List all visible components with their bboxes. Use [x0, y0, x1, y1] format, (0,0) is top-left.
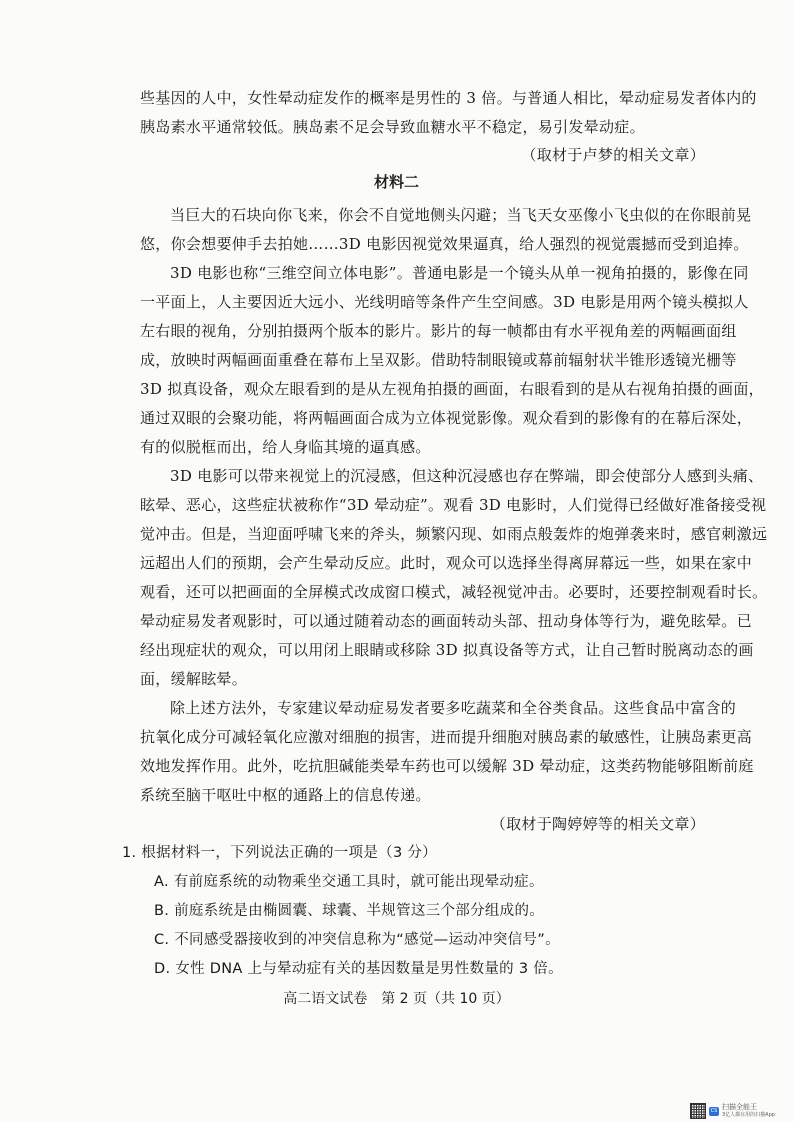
paragraph-line: 3D 拟真设备，观众左眼看到的是从左视角拍摄的画面，右眼看到的是从右视角拍摄的画面， [140, 380, 764, 398]
paragraph-line: 除上述方法外，专家建议晕动症易发者要多吃蔬菜和全谷类食品。这些食品中富含的 [170, 699, 737, 717]
paragraph-line: 远超出人们的预期，会产生晕动反应。此时，观众可以选择坐得离屏幕远一些，如果在家中 [140, 554, 753, 572]
option-a: A. 有前庭系统的动物乘坐交通工具时，就可能出现晕动症。 [154, 874, 544, 890]
paragraph-line: 通过双眼的会聚功能，将两幅画面合成为立体视觉影像。观众看到的影像有的在幕后深处， [140, 409, 753, 427]
question-stem: 1. 根据材料一，下列说法正确的一项是（3 分） [122, 845, 437, 861]
option-d: D. 女性 DNA 上与晕动症有关的基因数量是男性数量的 3 倍。 [154, 961, 563, 977]
paragraph-line: 成，放映时两幅画面重叠在幕布上呈双影。借助特制眼镜或幕前辐射状半锥形透镜光栅等 [140, 351, 737, 369]
paragraph-line: 眩晕、恶心，这些症状被称作“3D 晕动症”。观看 3D 电影时，人们觉得已经做好准备接受视 [140, 496, 767, 514]
material1-source: （取材于卢梦的相关文章） [521, 146, 705, 164]
paragraph-line: 一平面上，人主要因近大远小、光线明暗等条件产生空间感。3D 电影是用两个镜头模拟人 [140, 293, 749, 311]
paragraph-line: 悠，你会想要伸手去拍她……3D 电影因视觉效果逼真，给人强烈的视觉震撼而受到追捧。 [140, 235, 749, 253]
paragraph-line: 面，缓解眩晕。 [140, 670, 248, 688]
material1-line: 些基因的人中，女性晕动症发作的概率是男性的 3 倍。与普通人相比，晕动症易发者体内的 [140, 89, 757, 107]
paragraph-line: 觉冲击。但是，当迎面呼啸飞来的斧头，频繁闪现、如雨点般轰炸的炮弹袭来时，感官刺激远 [140, 525, 768, 543]
paragraph-line: 有的似脱框而出，给人身临其境的逼真感。 [140, 438, 431, 456]
option-b: B. 前庭系统是由椭圆囊、球囊、半规管这三个部分组成的。 [154, 903, 545, 919]
scanner-tagline: 3亿人都在用的扫描App [722, 1112, 775, 1118]
material1-line: 胰岛素水平通常较低。胰岛素不足会导致血糖水平不稳定，易引发晕动症。 [140, 118, 645, 136]
option-c: C. 不同感受器接收到的冲突信息称为“感觉—运动冲突信号”。 [154, 932, 560, 948]
paragraph-line: 经出现症状的观众，可以用闭上眼睛或移除 3D 拟真设备等方式，让自己暂时脱离动态的画 [140, 641, 754, 659]
scanner-logo-icon: CS [710, 1107, 718, 1114]
page-footer: 高二语文试卷 第 2 页（共 10 页） [283, 991, 510, 1007]
material2-heading: 材料二 [373, 173, 419, 191]
paragraph-line: 抗氧化成分可减轻氧化应激对细胞的损害，进而提升细胞对胰岛素的敏感性，让胰岛素更高 [140, 728, 753, 746]
paragraph-line: 3D 电影可以带来视觉上的沉浸感，但这种沉浸感也存在弊端，即会使部分人感到头痛、 [170, 467, 764, 485]
paragraph-line: 效地发挥作用。此外，吃抗胆碱能类晕车药也可以缓解 3D 晕动症，这类药物能够阻断前庭 [140, 757, 754, 775]
paragraph-line: 左右眼的视角，分别拍摄两个版本的影片。影片的每一帧都由有水平视角差的两幅画面组 [140, 322, 737, 340]
qr-code-icon [690, 1103, 706, 1119]
scanner-brand: 扫描全能王 [722, 1103, 757, 1111]
paragraph-line: 观看，还可以把画面的全屏模式改成窗口模式，减轻视觉冲击。必要时，还要控制观看时长。 [140, 583, 768, 601]
paragraph-line: 晕动症易发者观影时，可以通过随着动态的画面转动头部、扭动身体等行为，避免眩晕。已 [140, 612, 753, 630]
material2-source: （取材于陶婷婷等的相关文章） [490, 815, 705, 833]
scanner-watermark [690, 1102, 785, 1120]
paragraph-line: 当巨大的石块向你飞来，你会不自觉地侧头闪避；当飞天女巫像小飞虫似的在你眼前晃 [170, 206, 752, 224]
paragraph-line: 系统至脑干呕吐中枢的通路上的信息传递。 [140, 786, 431, 804]
paragraph-line: 3D 电影也称“三维空间立体电影”。普通电影是一个镜头从单一视角拍摄的，影像在同 [170, 264, 749, 282]
